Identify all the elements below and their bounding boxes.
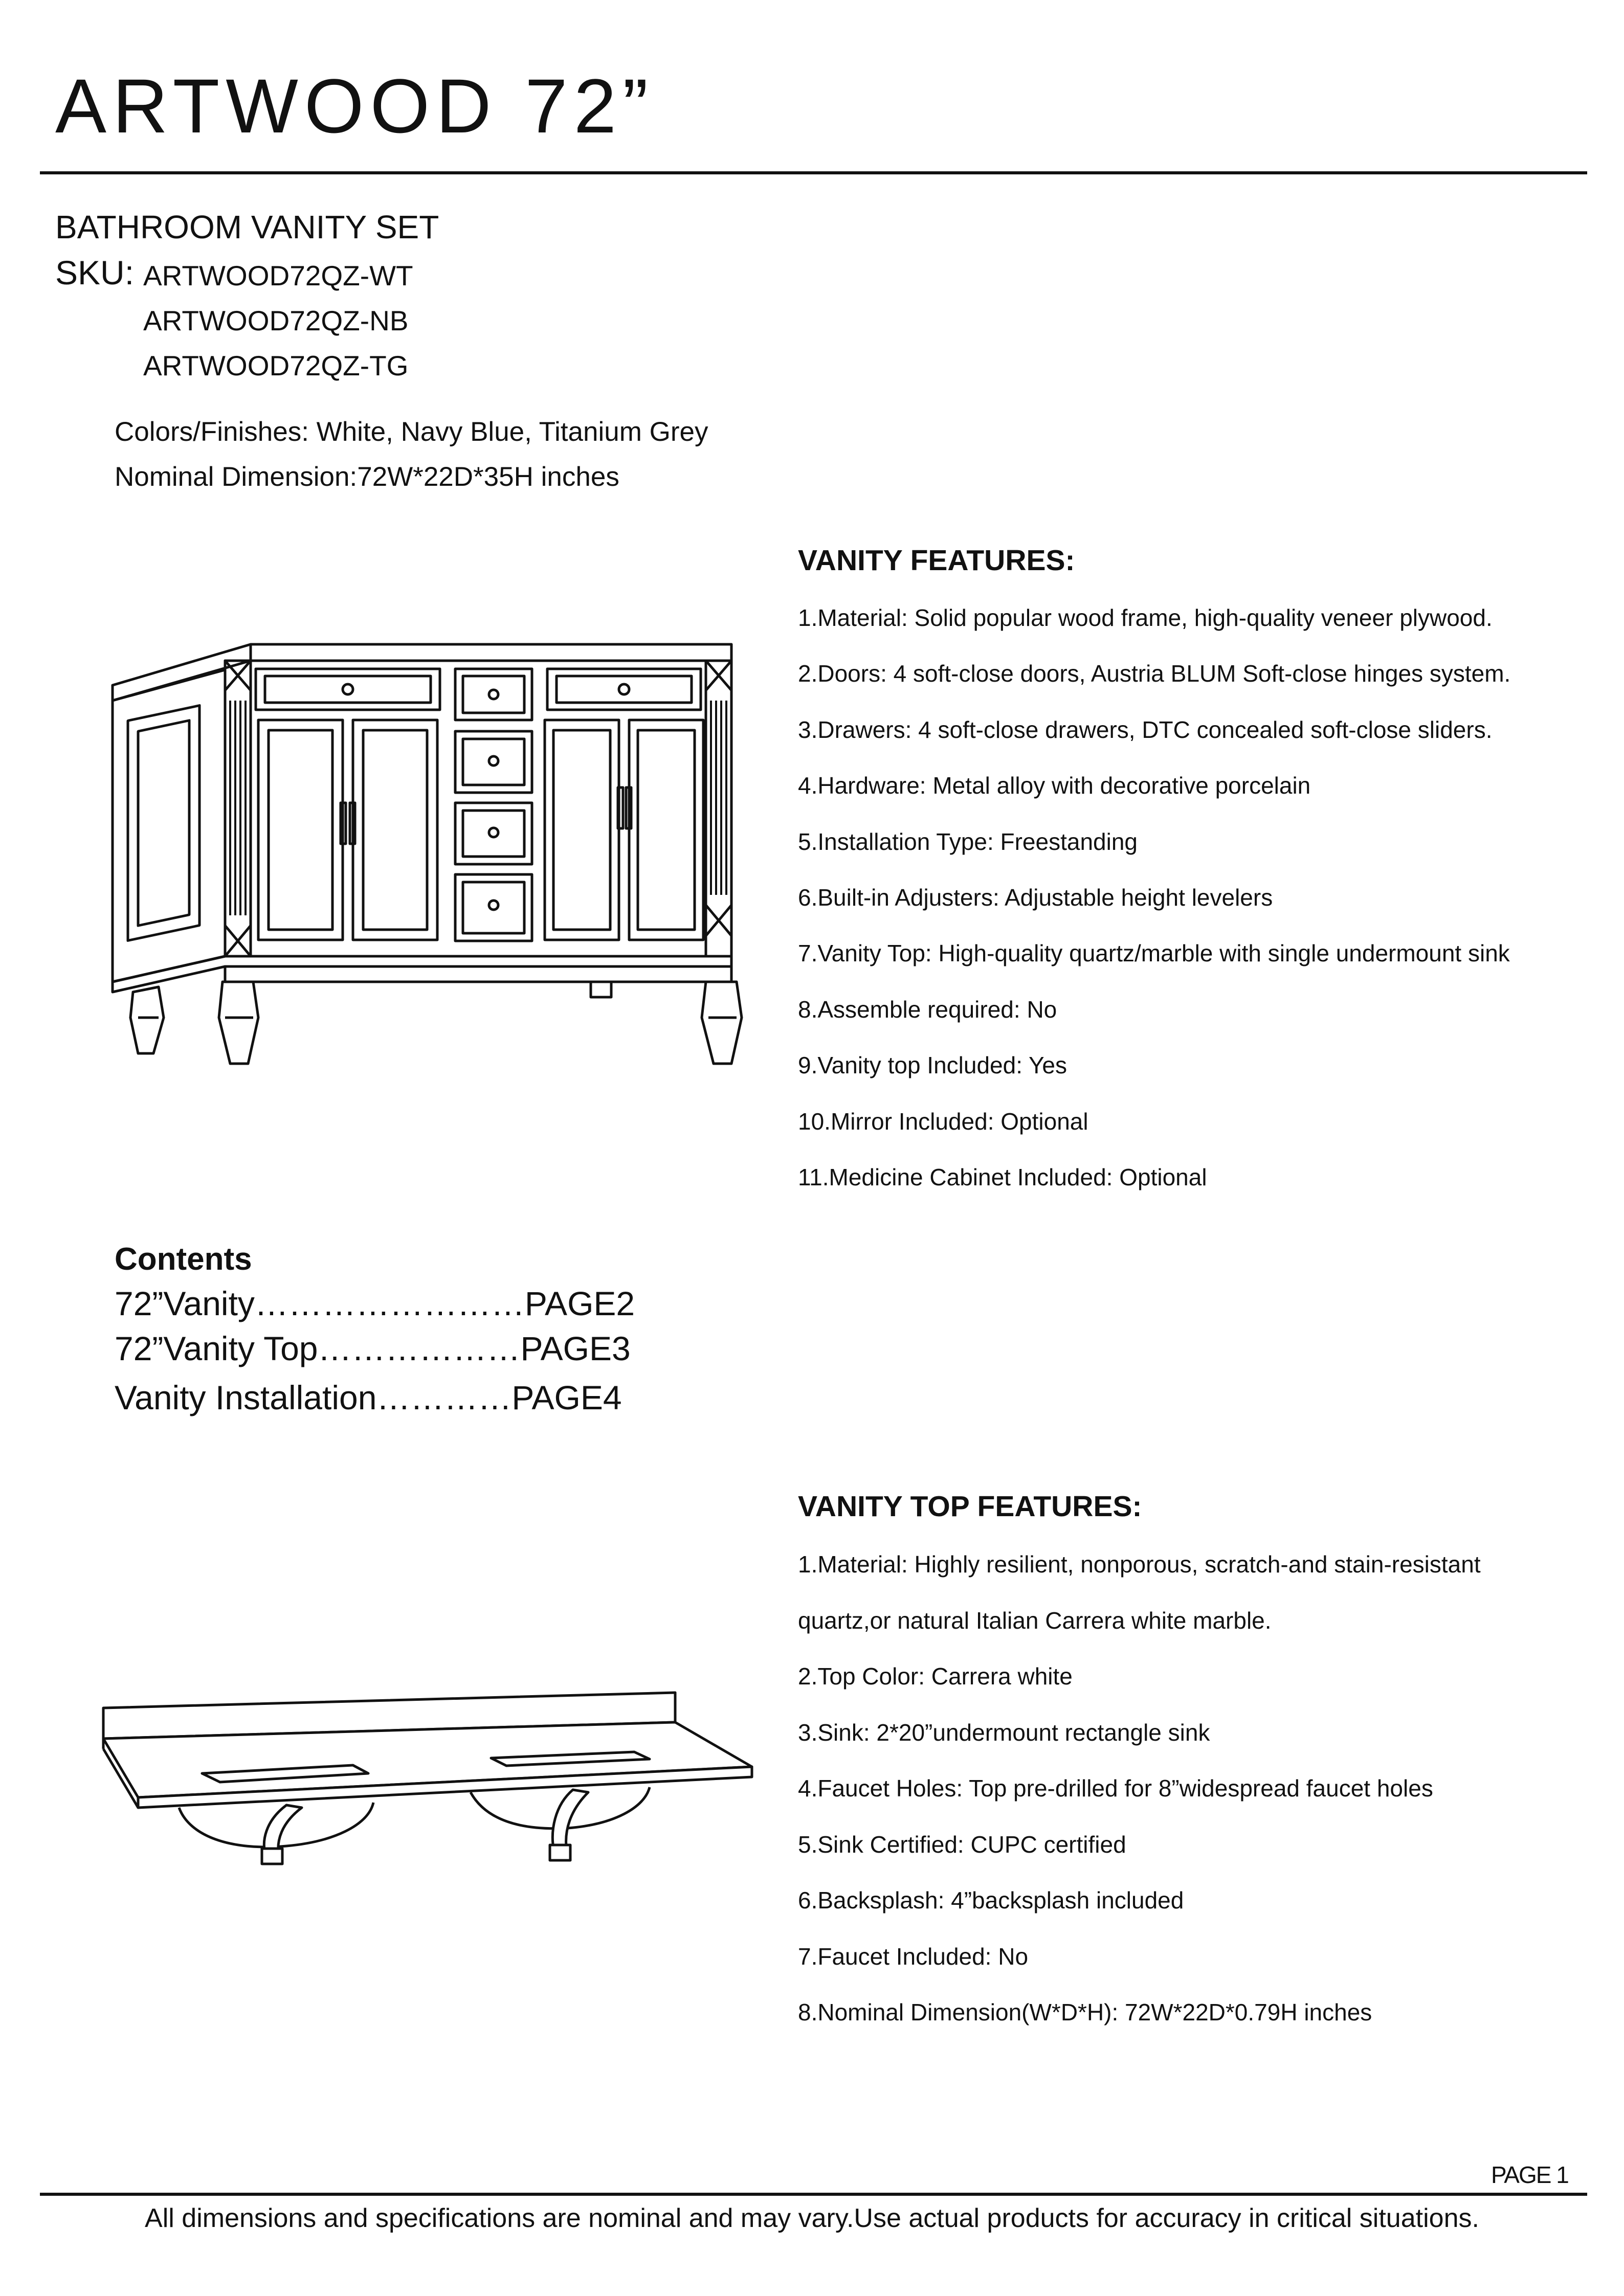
vanity-feature-item: 11.Medicine Cabinet Included: Optional — [798, 1164, 1207, 1190]
vanity-top-feature-item: quartz,or natural Italian Carrera white marble. — [798, 1607, 1272, 1634]
sku-item: ARTWOOD72QZ-NB — [143, 305, 409, 336]
sku-item: ARTWOOD72QZ-WT — [143, 260, 413, 291]
vanity-feature-item: 6.Built-in Adjusters: Adjustable height levelers — [798, 884, 1273, 911]
sku-label: SKU: — [55, 254, 135, 291]
vanity-top-feature-item: 4.Faucet Holes: Top pre-drilled for 8”widespread faucet holes — [798, 1775, 1433, 1802]
vanity-feature-item: 10.Mirror Included: Optional — [798, 1108, 1088, 1135]
toc-entry: 72”Vanity Top………………PAGE3 — [115, 1330, 631, 1367]
vanity-features-heading: VANITY FEATURES: — [798, 544, 1075, 577]
vanity-feature-item: 7.Vanity Top: High-quality quartz/marble with single undermount sink — [798, 940, 1510, 967]
product-subtitle: BATHROOM VANITY SET — [55, 209, 439, 245]
vanity-feature-item: 3.Drawers: 4 soft-close drawers, DTC concealed soft-close sliders. — [798, 716, 1493, 743]
vanity-top-features-heading: VANITY TOP FEATURES: — [798, 1490, 1142, 1523]
footer-disclaimer: All dimensions and specifications are nominal and may vary.Use actual products for accuracy in critical situations. — [145, 2203, 1479, 2233]
vanity-feature-item: 4.Hardware: Metal alloy with decorative porcelain — [798, 772, 1311, 799]
vanity-feature-item: 8.Assemble required: No — [798, 996, 1057, 1023]
vanity-top-feature-item: 7.Faucet Included: No — [798, 1943, 1029, 1970]
vanity-top-feature-item: 6.Backsplash: 4”backsplash included — [798, 1887, 1184, 1914]
toc-entry: Vanity Installation…………PAGE4 — [115, 1379, 622, 1416]
vanity-feature-item: 5.Installation Type: Freestanding — [798, 828, 1138, 855]
vanity-feature-item: 9.Vanity top Included: Yes — [798, 1052, 1067, 1079]
vanity-cabinet-illustration — [102, 629, 757, 1099]
colors-finishes: Colors/Finishes: White, Navy Blue, Titanium Grey — [115, 417, 708, 447]
vanity-feature-item: 1.Material: Solid popular wood frame, high-quality veneer plywood. — [798, 604, 1493, 631]
vanity-top-feature-item: 2.Top Color: Carrera white — [798, 1663, 1073, 1690]
sku-item: ARTWOOD72QZ-TG — [143, 350, 409, 381]
page-number: PAGE 1 — [1491, 2162, 1568, 2188]
vanity-top-feature-item: 3.Sink: 2*20”undermount rectangle sink — [798, 1719, 1210, 1746]
vanity-feature-item: 2.Doors: 4 soft-close doors, Austria BLUM Soft-close hinges system. — [798, 660, 1511, 687]
contents-heading: Contents — [115, 1242, 252, 1277]
page-title: ARTWOOD 72” — [55, 63, 655, 149]
vanity-top-feature-item: 1.Material: Highly resilient, nonporous, scratch-and stain-resistant — [798, 1551, 1481, 1578]
vanity-top-feature-item: 8.Nominal Dimension(W*D*H): 72W*22D*0.79H inches — [798, 1999, 1372, 2025]
vanity-top-feature-item: 5.Sink Certified: CUPC certified — [798, 1831, 1126, 1858]
footer-divider — [40, 2193, 1587, 2196]
vanity-top-illustration — [97, 1682, 772, 1877]
nominal-dimension: Nominal Dimension:72W*22D*35H inches — [115, 462, 619, 492]
toc-entry: 72”Vanity……………………PAGE2 — [115, 1285, 635, 1322]
header-divider — [40, 171, 1587, 174]
